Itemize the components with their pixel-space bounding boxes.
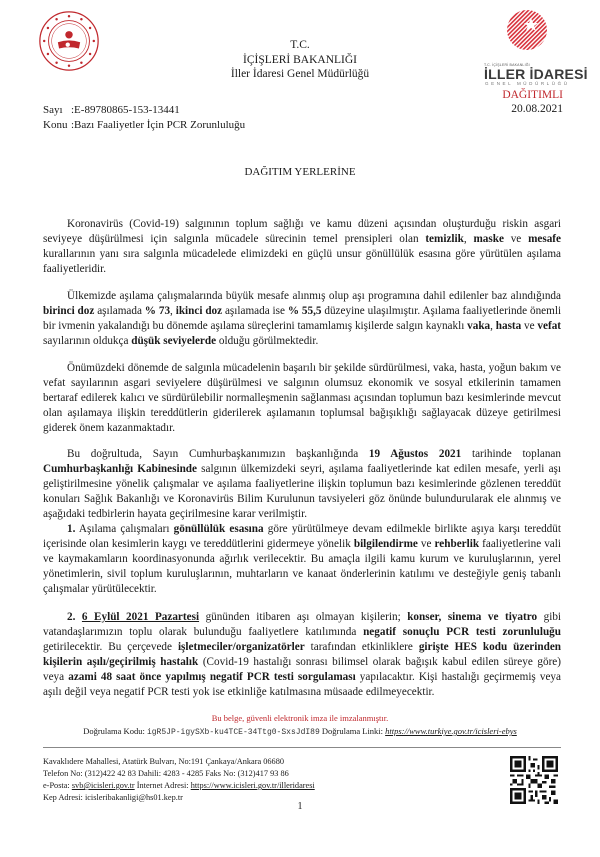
header-ministry: İÇİŞLERİ BAKANLIĞI	[242, 53, 358, 66]
sayi-row	[43, 103, 245, 118]
header-directorate: İller İdaresi Genel Müdürlüğü	[230, 68, 370, 80]
footer-kep: Kep Adresi: icisleribakanligi@hs01.kep.tr	[43, 793, 183, 802]
footer-email-web	[43, 780, 315, 792]
logo-sub-text: GENEL MÜDÜRLÜĞÜ	[485, 81, 570, 86]
logo-main-text: İLLER İDARESİ	[484, 66, 588, 82]
paragraph-3: Önümüzdeki dönemde de salgınla mücadelenin başarılı bir şekilde sürdürülmesi, vaka, hasta, yoğun bakım ve vefat sayılarının asgari seviyelere düşürülmesi ve salgının olumsuz ekonomik ve sosyal etkilerinin tamamen bertaraf edilerek kalıcı ve sürdürülebilir normalleşmenin sağlanması açısından toplumun bazı kesimlerinde mevcut olan aşılamaya ilişkin tereddütlerin giderilerek aşılamanın toplumsal bağışıklığı sağlayacak düzeye getirilmesi giderek önem kazanmaktadır.	[43, 362, 561, 434]
e-signature-note: Bu belge, güvenli elektronik imza ile imzalanmıştır.	[211, 713, 389, 723]
verification-code: igR5JP-igySXb-ku4TCE-34Ttg0-SxsJdI89	[146, 728, 320, 737]
verification-link-label: Doğrulama Linki:	[321, 726, 384, 736]
footer-address: Kavaklıdere Mahallesi, Atatürk Bulvarı, No:191 Çankaya/Ankara 06680	[43, 757, 285, 766]
document-date: 20.08.2021	[511, 103, 563, 115]
konu-label: Konu	[43, 118, 68, 131]
footer-contact	[43, 756, 315, 804]
web-label: İnternet Adresi:	[136, 781, 189, 790]
footer-divider	[43, 747, 561, 748]
paragraph-2: Ülkemizde aşılama çalışmalarında büyük mesafe alınmış olup aşı programına dahil edilenler baz alındığında birinci doz aşılamada % 73, ikinci doz aşılamada ise % 55,5 düzeyine ulaşılmıştır. Aşılama faaliyetlerinde önemli bir ivmenin yakalandığı bu dönemde aşılama süreçlerini tamamlamış kişilerde salgın kaynaklı vaka, hasta ve vefat sayılarının oldukça düşük seviyelerde olduğu görülmektedir.	[43, 290, 562, 347]
distribution-label: DAĞITIMLI	[502, 89, 563, 101]
paragraph-1: Koronavirüs (Covid-19) salgınının toplum sağlığı ve kamu düzeni açısından oluşturduğu riskin asgari seviyeye düşürülmesi için salgınla mücadele sürecinin temel prensipleri olan temizlik, maske ve mesafe kurallarının yanı sıra salgınla mücadelede elimizdeki en güçlü unsur gönüllülük esasına göre yürütülen aşılama faaliyetleridir.	[43, 218, 561, 275]
email-link[interactable]: svb@icisleri.gov.tr	[71, 781, 135, 790]
konu-row	[43, 118, 245, 133]
addressee-heading: DAĞITIM YERLERİNE	[244, 166, 356, 178]
page-number: 1	[297, 801, 303, 812]
header-tc: T.C.	[290, 39, 310, 51]
crescent-star-logo-icon	[500, 8, 550, 58]
footer-phone: Telefon No: (312)422 42 83 Dahili: 4283 - 4285 Faks No: (312)417 93 86	[43, 769, 289, 778]
verification-link[interactable]: https://www.turkiye.gov.tr/icisleri-ebys	[385, 726, 517, 736]
paragraph-measure-1: 1. Aşılama çalışmaları gönüllülük esasına göre yürütülmeye devam edilmekle birlikte aşıya karşı tereddüt içerisinde olan kesimlerin kaygı ve tereddütlerini gidermeye yönelik bilgilendirme ve rehberlik faaliyetlerine vali ve kaymakamların koordinasyonunda ağırlık verilecektir. Bu amaçla ilgili kamu kurum ve kuruluşlarının, yerel yönetimlerin, sivil toplum kuruluşlarının, muhtarların ve kanaat önderlerinin katılımı ve desteğiyle geniş tabanlı çalışmalar yürütülecektir.	[43, 523, 561, 595]
konu-value: :Bazı Faaliyetler İçin PCR Zorunluluğu	[71, 118, 246, 131]
sayi-value: :E-89780865-153-13441	[71, 104, 180, 116]
qr-code-icon	[510, 756, 558, 804]
sayi-label: Sayı	[43, 104, 63, 116]
paragraph-measure-2: 2. 6 Eylül 2021 Pazartesi gününden itibaren aşı olmayan kişilerin; konser, sinema ve tiyatro gibi vatandaşlarımızın toplu olarak bulunduğu faaliyetlere katılımında negatif sonuçlu PCR testi zorunluluğu getirilecektir. Bu çerçevede işletmeciler/organizatörler tarafından etkinliklere girişte HES kodu üzerinden kişilerin aşılı/geçirilmiş hastalık (Covid-19 hastalığı sonrası bilimsel olarak bağışık kabul edilen süreye göre) veya azami 48 saat önce yapılmış negatif PCR testi sorgulaması yapılacaktır. Kişi hastalığı geçirmemiş veya aşılı değil veya negatif PCR testi yok ise etkinliğe katılmasına müsaade edilmeyecektir.	[43, 611, 562, 698]
web-link[interactable]: https://www.icisleri.gov.tr/illeridaresi	[190, 781, 315, 790]
logo-small-text: T.C. İÇİŞLERİ BAKANLIĞI	[484, 63, 530, 67]
email-label: e-Posta:	[43, 781, 70, 790]
paragraph-4: Bu doğrultuda, Sayın Cumhurbaşkanımızın başkanlığında 19 Ağustos 2021 tarihinde toplanan Cumhurbaşkanlığı Kabinesinde salgının ülkemizdeki seyri, aşılama faaliyetlerinde kat edilen mesafe, yerli aşı geliştirilmesine yönelik çalışmalar ve aşılama faaliyetlerine ilişkin toplumun bazı kesimlerinde gözlenen tereddüt konuları Sağlık Bakanlığı ve Koronavirüs Bilim Kurulunun tavsiyeleri göz önünde bulundurularak ele alınmış ve aşağıdaki tedbirlerin hayata geçirilmesine karar verilmiştir.	[43, 448, 561, 520]
verification-line	[0, 726, 600, 737]
verification-code-label: Doğrulama Kodu:	[83, 726, 145, 736]
iller-idaresi-logo	[470, 8, 590, 86]
document-meta	[43, 103, 245, 132]
